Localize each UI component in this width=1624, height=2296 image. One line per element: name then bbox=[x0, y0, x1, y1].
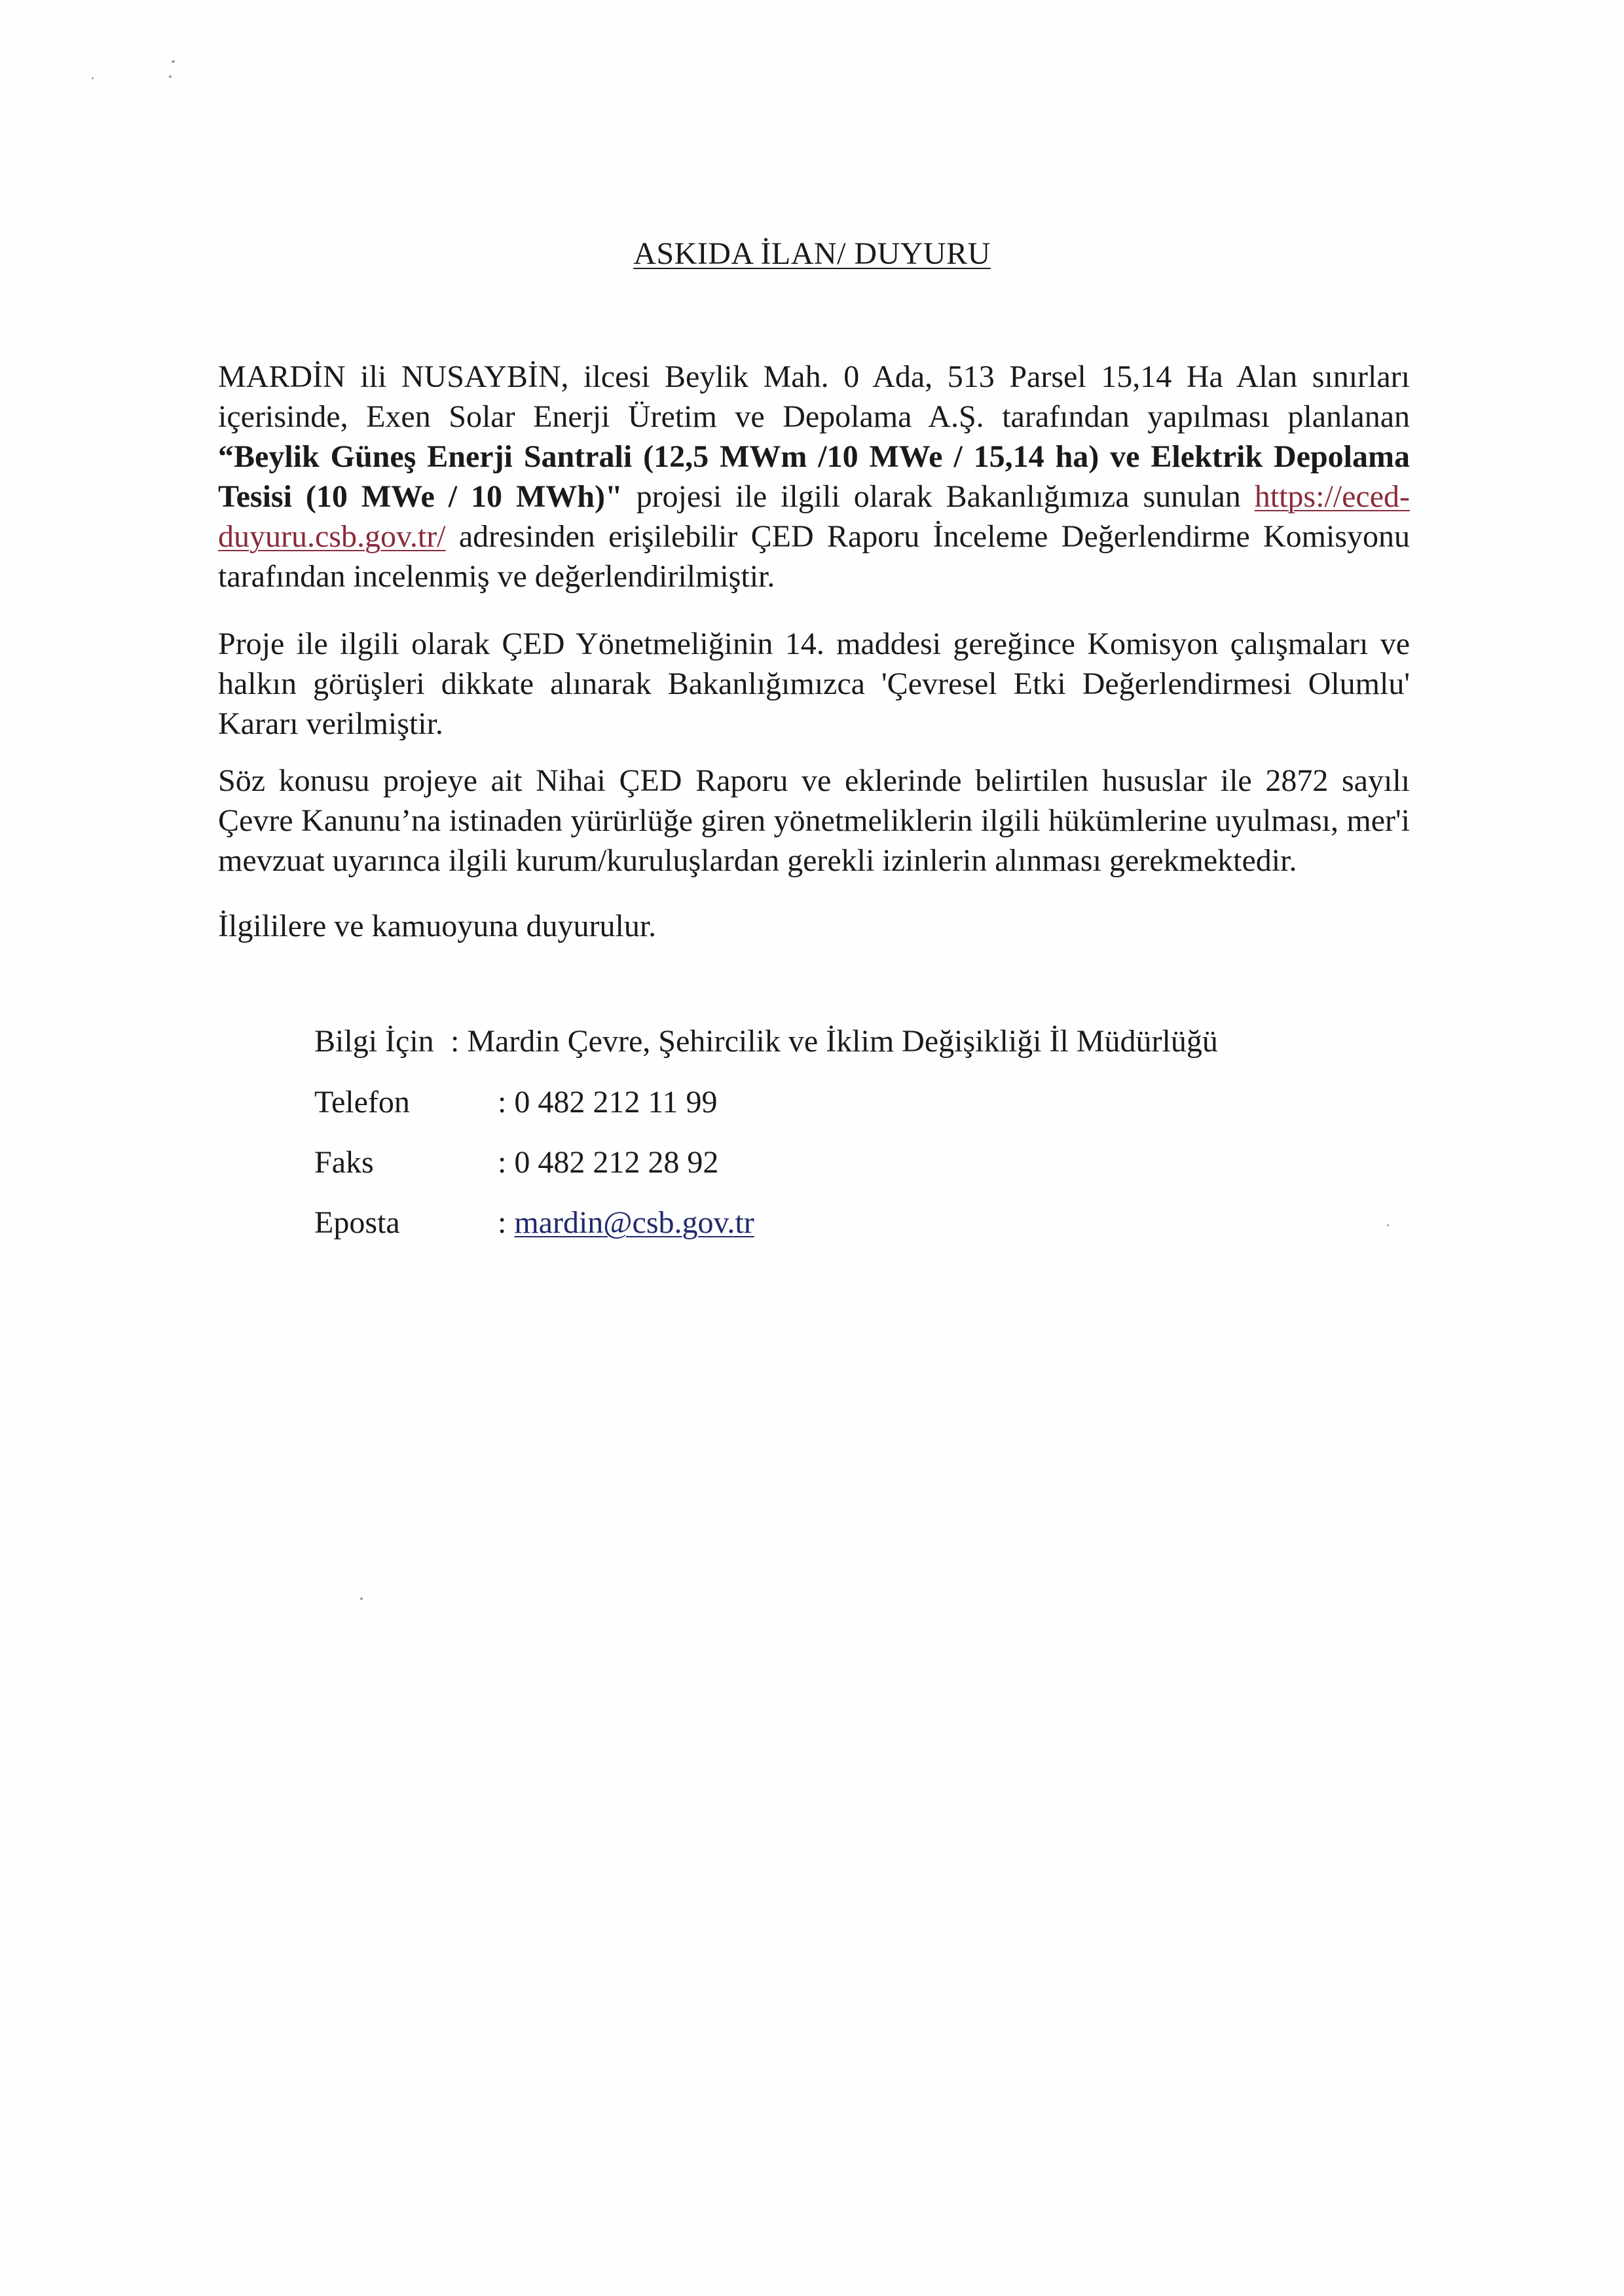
page-title bbox=[0, 236, 1624, 272]
scan-speck bbox=[1387, 1224, 1389, 1226]
email-link[interactable]: mardin@csb.gov.tr bbox=[514, 1205, 754, 1240]
project-name: “Beylik Güneş Enerji Santrali (12,5 MWm /10 MWe / 15,14 ha) ve Elektrik Depolama Tesisi (10 MWe / 10 MWh)" bbox=[218, 439, 1410, 514]
email-value-wrapper bbox=[498, 1205, 754, 1241]
phone-value: : 0 482 212 11 99 bbox=[498, 1085, 718, 1120]
paragraph-project-description bbox=[218, 357, 1410, 596]
title-text: ASKIDA İLAN/ DUYURU bbox=[633, 236, 991, 271]
scan-speck bbox=[360, 1597, 363, 1600]
eced-link[interactable]: https://eced-duyuru.csb.gov.tr/ bbox=[218, 479, 1411, 554]
paragraph-obligations: Söz konusu projeye ait Nihai ÇED Raporu ve eklerinde belirtilen hususlar ile 2872 sayılı Çevre Kanunu’na istinaden yürürlüğe giren yönetmeliklerin ilgili hükümlerine uyulması, mer'i mevzuat uyarınca ilgili kurum/kuruluşlardan gerekli izinlerin alınması gerekmektedir. bbox=[218, 763, 1410, 878]
info-value: : Mardin Çevre, Şehircilik ve İklim Değişikliği İl Müdürlüğü bbox=[451, 1024, 1218, 1059]
paragraph-outro: adresinden erişilebilir ÇED Raporu İnceleme Değerlendirme Komisyonu tarafından incelenmiş ve değerlendirilmiştir. bbox=[218, 519, 1410, 594]
info-label: Bilgi İçin bbox=[314, 1024, 434, 1059]
paragraph-middle: projesi ile ilgili olarak Bakanlığımıza sunulan bbox=[622, 479, 1255, 514]
scan-speck bbox=[172, 60, 175, 63]
fax-label: Faks bbox=[314, 1145, 374, 1180]
paragraph-decision: Proje ile ilgili olarak ÇED Yönetmeliğinin 14. maddesi gereğince Komisyon çalışmaları ve halkın görüşleri dikkate alınarak Bakanlığımızca 'Çevresel Etki Değerlendirmesi Olumlu' Kararı verilmiştir. bbox=[218, 627, 1410, 741]
scan-speck bbox=[169, 75, 172, 78]
fax-value: : 0 482 212 28 92 bbox=[498, 1145, 719, 1180]
email-prefix: : bbox=[498, 1205, 515, 1240]
paragraph-intro: MARDİN ili NUSAYBİN, ilcesi Beylik Mah. 0 Ada, 513 Parsel 15,14 Ha Alan sınırları içerisinde, Exen Solar Enerji Üretim ve Depolama A.Ş. tarafından yapılması planlanan bbox=[218, 359, 1410, 434]
paragraph-announcement: İlgililere ve kamuoyuna duyurulur. bbox=[218, 909, 657, 943]
phone-label: Telefon bbox=[314, 1085, 410, 1120]
email-label: Eposta bbox=[314, 1205, 400, 1240]
scan-speck bbox=[92, 77, 94, 79]
